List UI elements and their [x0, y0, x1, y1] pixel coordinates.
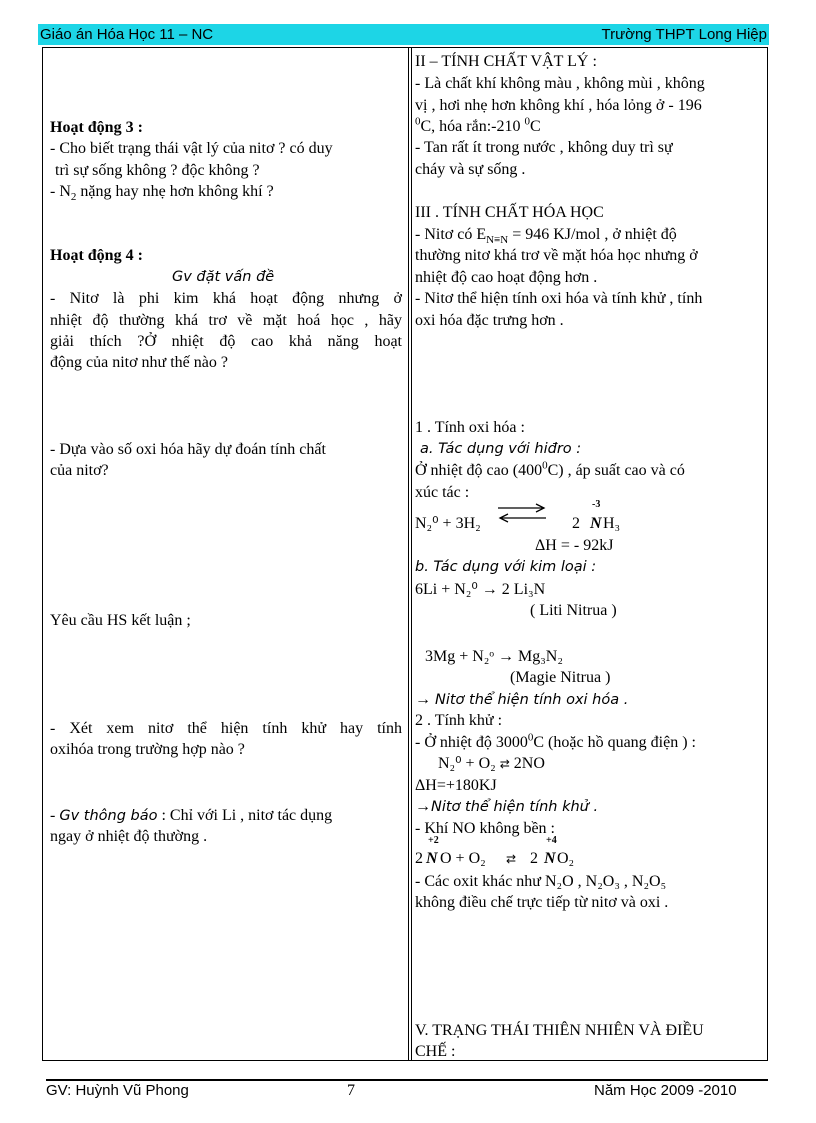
section-3-line-1: - Nitơ có $E_{N\equiv N} = 946$ KJ/mol , ở nhiệt độ — [415, 226, 677, 247]
conclusion-request: Yêu cầu HS kết luận ; — [50, 612, 191, 629]
reaction-symbol-icon: ⇄ — [506, 852, 517, 866]
equation-1-oxidation-state: -3 — [592, 499, 601, 510]
activity-4-para-2: nhiệt độ thường khá trơ về mặt hoá học , hãy — [50, 312, 402, 329]
activity-3-question-1b: trì sự sống không ? độc không ? — [55, 162, 260, 179]
gv-announcement-1: - Gv thông báo : Chỉ với Li , nitơ tác dụng — [50, 807, 333, 824]
activity-4-title: Hoạt động 4 : — [50, 247, 143, 264]
equation-1-hydrogen: H₃ — [603, 515, 621, 532]
page-header — [38, 24, 769, 45]
footer-author: GV: Huỳnh Vũ Phong — [46, 1082, 189, 1099]
equation-2-product-name: ( Liti Nitrua ) — [530, 602, 617, 619]
activity-4-gv-note: Gv đặt vấn đề — [172, 269, 275, 285]
equation-1-coefficient: 2 — [572, 515, 580, 532]
section-5-title-line-2: CHẾ : — [415, 1043, 456, 1060]
reduction-question-2: oxihóa trong trường hợp nào ? — [50, 741, 245, 758]
other-oxides-line-2: không điều chế trực tiếp từ nitơ và oxi . — [415, 894, 669, 911]
equation-4: N₂⁰ + O₂ ⇄ 2NO — [438, 755, 545, 772]
section-2-line-2: vị , hơi nhẹ hơn không khí , hóa lỏng ở - 196 — [415, 97, 702, 114]
oxidation-question-1: - Dựa vào số oxi hóa hãy dự đoán tính chất — [50, 441, 326, 458]
equation-5-coefficient-2: 2 — [530, 850, 538, 867]
reaction-symbol-icon: ⇄ — [499, 757, 510, 771]
equation-3: 3Mg + N₂ᵒ → Mg₃N₂ — [425, 648, 563, 665]
header-school: Trường THPT Long Hiệp — [601, 26, 767, 43]
arrow-right-icon: → — [415, 691, 435, 708]
activity-4-para-4: động của nitơ như thế nào ? — [50, 354, 228, 371]
equilibrium-arrow-icon — [496, 502, 548, 524]
equation-5-product: O₂ — [557, 850, 575, 867]
section-2-line-5: cháy và sự sống . — [415, 161, 526, 178]
equation-1-reactants: N₂⁰ + 3H₂ — [415, 515, 481, 532]
reduction-condition: - Ở nhiệt độ 3000$^0$C (hoặc hồ quang điện ) : — [415, 731, 696, 751]
equation-3-product-name: (Magie Nitrua ) — [510, 669, 611, 686]
equation-1-nitrogen: N — [590, 515, 602, 532]
footer-school-year: Năm Học 2009 -2010 — [594, 1082, 737, 1099]
gv-announcement-2: ngay ở nhiệt độ thường . — [50, 828, 208, 845]
activity-3-question-1a: - Cho biết trạng thái vật lý của nitơ ? có duy — [50, 140, 333, 157]
section-5-title-line-1: V. TRẠNG THÁI THIÊN NHIÊN VÀ ĐIỀU — [415, 1022, 704, 1039]
reduction-conclusion: →Nitơ thể hiện tính khử . — [415, 798, 599, 815]
equation-1-enthalpy: ΔH = - 92kJ — [535, 537, 614, 554]
oxidation-condition-2: xúc tác : — [415, 484, 470, 501]
section-2-line-1: - Là chất khí không màu , không mùi , không — [415, 75, 705, 92]
section-3-line-5: oxi hóa đặc trưng hơn . — [415, 312, 564, 329]
equation-5-nitrogen-1: N — [426, 850, 438, 867]
section-3-line-2: thường nitơ khá trơ về mặt hóa học nhưng ở — [415, 247, 698, 264]
arrow-right-icon: → — [415, 798, 431, 815]
footer-rule — [46, 1079, 768, 1081]
page-number: 7 — [347, 1082, 355, 1099]
equation-5-oxidation-state-2: +4 — [546, 835, 557, 846]
reduction-title: 2 . Tính khử : — [415, 712, 503, 729]
reduction-question-1: - Xét xem nitơ thể hiện tính khử hay tính — [50, 720, 402, 737]
activity-3-title: Hoạt động 3 : — [50, 119, 143, 136]
header-course: Giáo án Hóa Học 11 – NC — [40, 26, 214, 43]
equation-5-reactants: O + O₂ — [440, 850, 486, 867]
equation-4-enthalpy: ΔH=+180KJ — [415, 777, 497, 794]
activity-4-para-3: giải thích ?Ở nhiệt độ cao khả năng hoạt — [50, 333, 402, 350]
equation-5-nitrogen-2: N — [544, 850, 556, 867]
oxidation-title: 1 . Tính oxi hóa : — [415, 419, 525, 436]
activity-4-para-1: - Nitơ là phi kim khá hoạt động nhưng ở — [50, 290, 402, 307]
section-2-line-3: $^0$C, hóa rắn:-210 $^0$C — [415, 115, 541, 135]
section-3-title: III . TÍNH CHẤT HÓA HỌC — [415, 204, 604, 221]
equation-2: 6Li + N₂⁰ → 2 Li₃N — [415, 581, 546, 598]
section-2-title: II – TÍNH CHẤT VẬT LÝ : — [415, 53, 597, 70]
no-unstable-title: - Khí NO không bền : — [415, 820, 555, 837]
oxidation-hydrogen-heading: a. Tác dụng với hiđro : — [420, 441, 582, 457]
column-divider — [408, 48, 412, 1060]
oxidation-metal-heading: b. Tác dụng với kim loại : — [415, 559, 597, 575]
oxidation-question-2: của nitơ? — [50, 462, 109, 479]
section-2-line-4: - Tan rất ít trong nước , không duy trì sự — [415, 139, 673, 156]
equation-5-coefficient-1: 2 — [415, 850, 423, 867]
other-oxides-line-1: - Các oxit khác như N₂O , N₂O₃ , N₂O₅ — [415, 873, 667, 890]
activity-3-question-2: - $N_2$ nặng hay nhẹ hơn không khí ? — [50, 183, 274, 204]
section-3-line-4: - Nitơ thể hiện tính oxi hóa và tính khử , tính — [415, 290, 703, 307]
section-3-line-3: nhiệt độ cao hoạt động hơn . — [415, 269, 598, 286]
oxidation-conclusion: → Nitơ thể hiện tính oxi hóa . — [415, 691, 629, 708]
equation-5-oxidation-state-1: +2 — [428, 835, 439, 846]
oxidation-condition-1: Ở nhiệt độ cao $(400^0C)$ , áp suất cao và có — [415, 459, 685, 479]
